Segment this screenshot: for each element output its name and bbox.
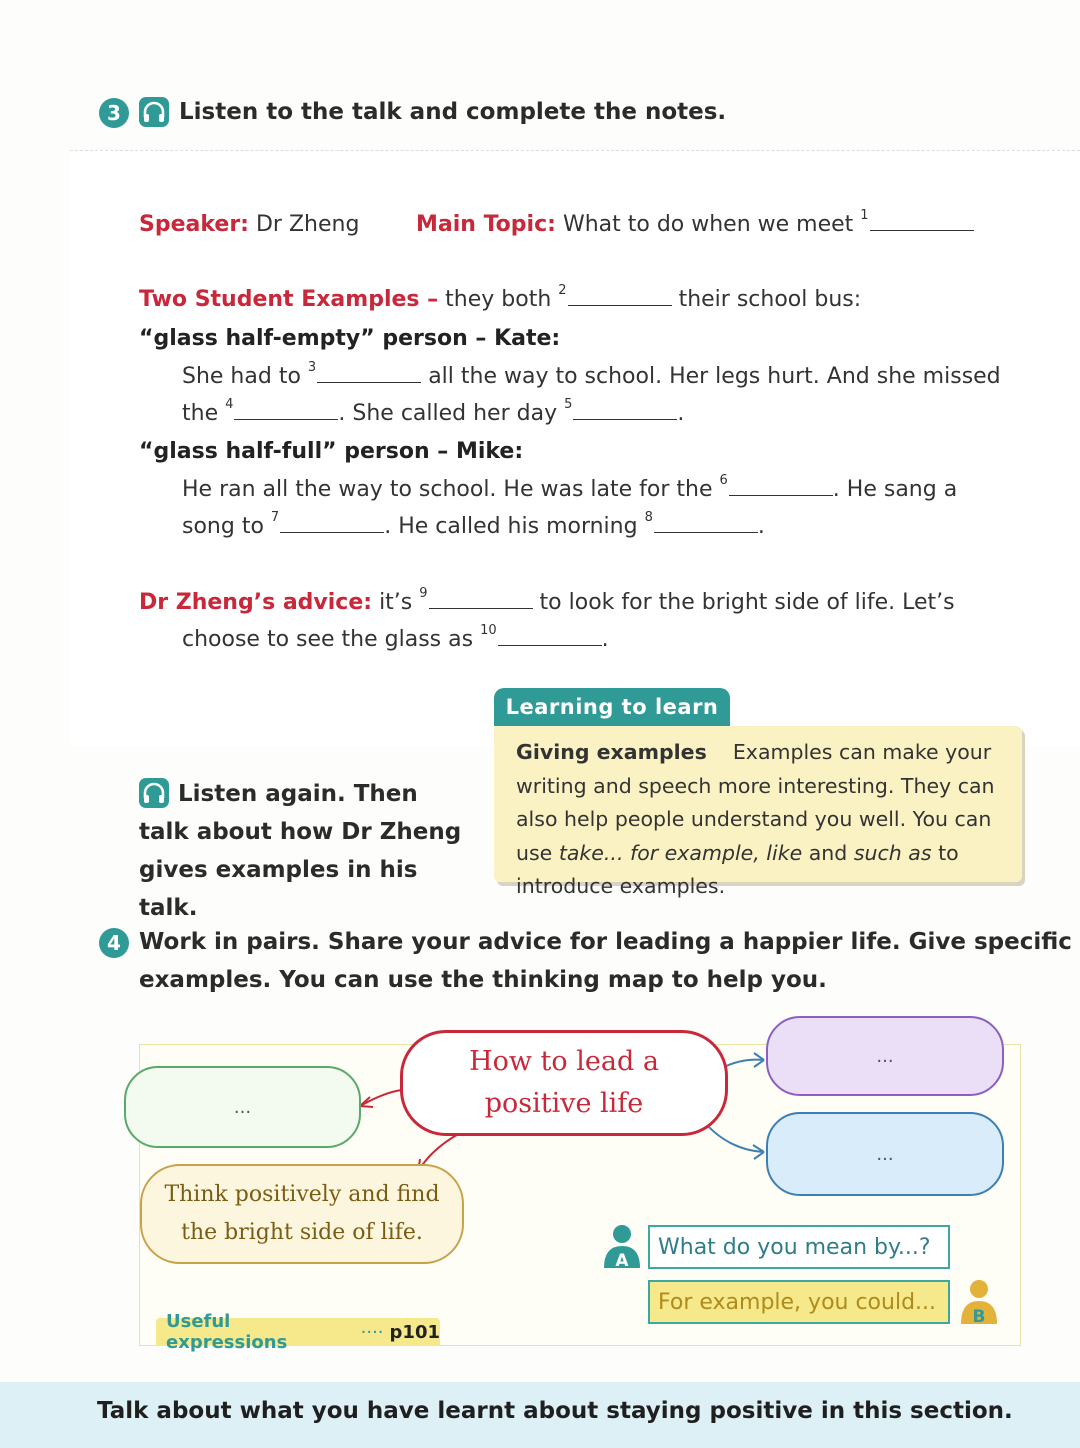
bottom-right-bubble: ... xyxy=(766,1112,1004,1196)
left-bubble: ... xyxy=(124,1066,361,1148)
task3-title: Listen to the talk and complete the notes. xyxy=(179,99,727,125)
advice-line-1: Dr Zheng’s advice: it’s $^9$ to look for the bright side of life. Let’s xyxy=(139,586,955,615)
blank-2[interactable] xyxy=(568,287,672,306)
kate-heading: “glass half-empty” person – Kate: xyxy=(139,326,561,351)
blank-10[interactable] xyxy=(498,627,602,646)
listen-again-instruction: Listen again. Then talk about how Dr Zheng gives examples in his talk. xyxy=(139,781,462,921)
chat-bubble-b: For example, you could... xyxy=(648,1280,950,1324)
kate-line-1: She had to $^3$ all the way to school. Her legs hurt. And she missed xyxy=(182,360,1001,389)
mike-line-1: He ran all the way to school. He was late for the $^6$ . He sang a xyxy=(182,473,958,502)
useful-expressions-link[interactable]: Useful expressions ···· p101 xyxy=(156,1318,440,1346)
blank-3[interactable] xyxy=(317,364,421,383)
dotted-arrow-icon: ···· xyxy=(360,1321,384,1343)
topic-line: Main Topic: What to do when we meet $^1$ xyxy=(416,212,974,237)
footer-text: Talk about what you have learnt about staying positive in this section. xyxy=(97,1398,1013,1424)
blank-4[interactable] xyxy=(234,401,338,420)
task-number-badge: 3 xyxy=(99,98,129,128)
blank-8[interactable] xyxy=(654,514,758,533)
task4-title-line-2: examples. You can use the thinking map to help you. xyxy=(139,967,827,993)
kate-line-2: the $^4$ . She called her day $^5$ . xyxy=(182,397,685,426)
speaker-b-avatar-icon xyxy=(958,1278,1000,1326)
task-number-badge: 4 xyxy=(99,928,129,958)
blank-5[interactable] xyxy=(573,401,677,420)
blank-9[interactable] xyxy=(429,590,533,609)
svg-text:B: B xyxy=(972,1307,986,1326)
task4-title-line-1: Work in pairs. Share your advice for leading a happier life. Give specific xyxy=(139,929,1072,955)
mike-heading: “glass half-full” person – Mike: xyxy=(139,439,524,464)
learning-to-learn-text: Giving examples Examples can make your writing and speech more interesting. They can also help people understand you well. You can use take... for example, like and such as to introduce examples. xyxy=(516,740,995,898)
headphones-icon xyxy=(139,97,169,127)
center-bubble: How to lead a positive life xyxy=(400,1030,728,1136)
example-bubble: Think positively and find the bright side of life. xyxy=(140,1164,464,1264)
examples-line: Two Student Examples – they both $^2$ their school bus: xyxy=(139,283,862,312)
svg-text:A: A xyxy=(615,1251,629,1270)
advice-line-2: choose to see the glass as $^{10}$ . xyxy=(182,623,609,652)
blank-6[interactable] xyxy=(729,477,833,496)
mike-line-2: song to $^7$ . He called his morning $^8$ . xyxy=(182,510,765,539)
learning-to-learn-tab: Learning to learn xyxy=(494,688,730,726)
blank-1[interactable] xyxy=(870,212,974,231)
speaker-a-avatar-icon xyxy=(602,1224,642,1270)
blank-7[interactable] xyxy=(280,514,384,533)
speaker-line: Speaker: Dr Zheng xyxy=(139,212,360,237)
chat-bubble-a: What do you mean by...? xyxy=(648,1225,950,1269)
top-right-bubble: ... xyxy=(766,1016,1004,1096)
